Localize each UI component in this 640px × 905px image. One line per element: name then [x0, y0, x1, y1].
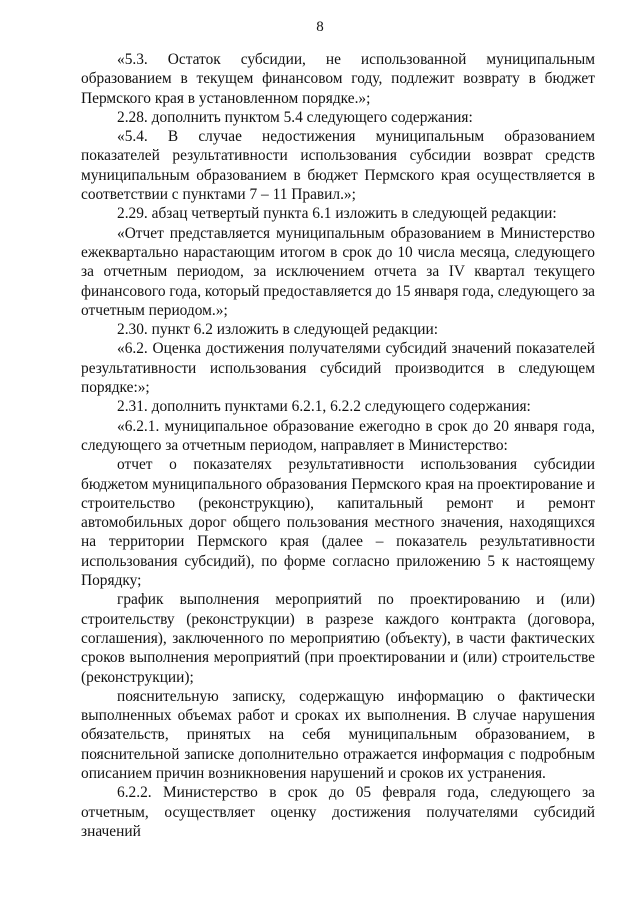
paragraph-report-item: отчет о показателях результативности использования субсидии бюджетом муниципального образования Пермского края на проектирование и строительство (реконструкцию), капитальный ремонт и ремонт автомобильных дорог общего пользования местного значения, находящихся на территории Пермского края (далее – показатель результативности использования субсидий), по форме согласно приложению 5 к настоящему Порядку;: [81, 456, 595, 590]
paragraph-5-4: «5.4. В случае недостижения муниципальным образованием показателей результативности использования субсидии возврат средств муниципальным образованием в бюджет Пермского края осуществляется в соответствии с пунктами 7 – 11 Правил.»;: [81, 128, 595, 204]
paragraph-schedule-item: график выполнения мероприятий по проектированию и (или) строительству (реконструкции) в разрезе каждого контракта (договора, соглашения), заключенного по мероприятию (объекту), в части фактических сроков выполнения мероприятий (при проектировании и (или) строительстве (реконструкции);: [81, 591, 595, 686]
document-body: [81, 50, 595, 841]
paragraph-explanatory-note: пояснительную записку, содержащую информацию о фактически выполненных объемах работ и сроках их выполнения. В случае нарушения обязательств, принятых на себя муниципальным образованием, в пояснительной записке дополнительно отражается информация с подробным описанием причин возникновения нарушений и сроков их устранения.: [81, 687, 595, 782]
paragraph-report-quote: «Отчет представляется муниципальным образованием в Министерство ежеквартально нарастающим итогом в срок до 10 числа месяца, следующего за отчетным периодом, за исключением отчета за IV квартал текущего финансового года, который предоставляется до 15 января года, следующего за отчетным периодом.»;: [81, 224, 596, 319]
paragraph-2-29: 2.29. абзац четвертый пункта 6.1 изложить в следующей редакции:: [117, 205, 557, 223]
paragraph-2-28: 2.28. дополнить пунктом 5.4 следующего содержания:: [117, 108, 473, 126]
paragraph-6-2-1: «6.2.1. муниципальное образование ежегодно в срок до 20 января года, следующего за отчетным периодом, направляет в Министерство:: [81, 417, 595, 454]
paragraph-6-2: «6.2. Оценка достижения получателями субсидий значений показателей результативности использования субсидий производится в следующем порядке:»;: [81, 340, 595, 397]
paragraph-2-31: 2.31. дополнить пунктами 6.2.1, 6.2.2 следующего содержания:: [117, 398, 531, 416]
paragraph-5-3: «5.3. Остаток субсидии, не использованной муниципальным образованием в текущем финансовом году, подлежит возврату в бюджет Пермского края в установленном порядке.»;: [81, 51, 595, 107]
page-number: 8: [316, 19, 324, 35]
paragraph-2-30: 2.30. пункт 6.2 изложить в следующей редакции:: [117, 321, 438, 339]
paragraph-6-2-2: 6.2.2. Министерство в срок до 05 февраля года, следующего за отчетным, осуществляет оценку достижения получателями субсидий значений: [81, 784, 595, 840]
